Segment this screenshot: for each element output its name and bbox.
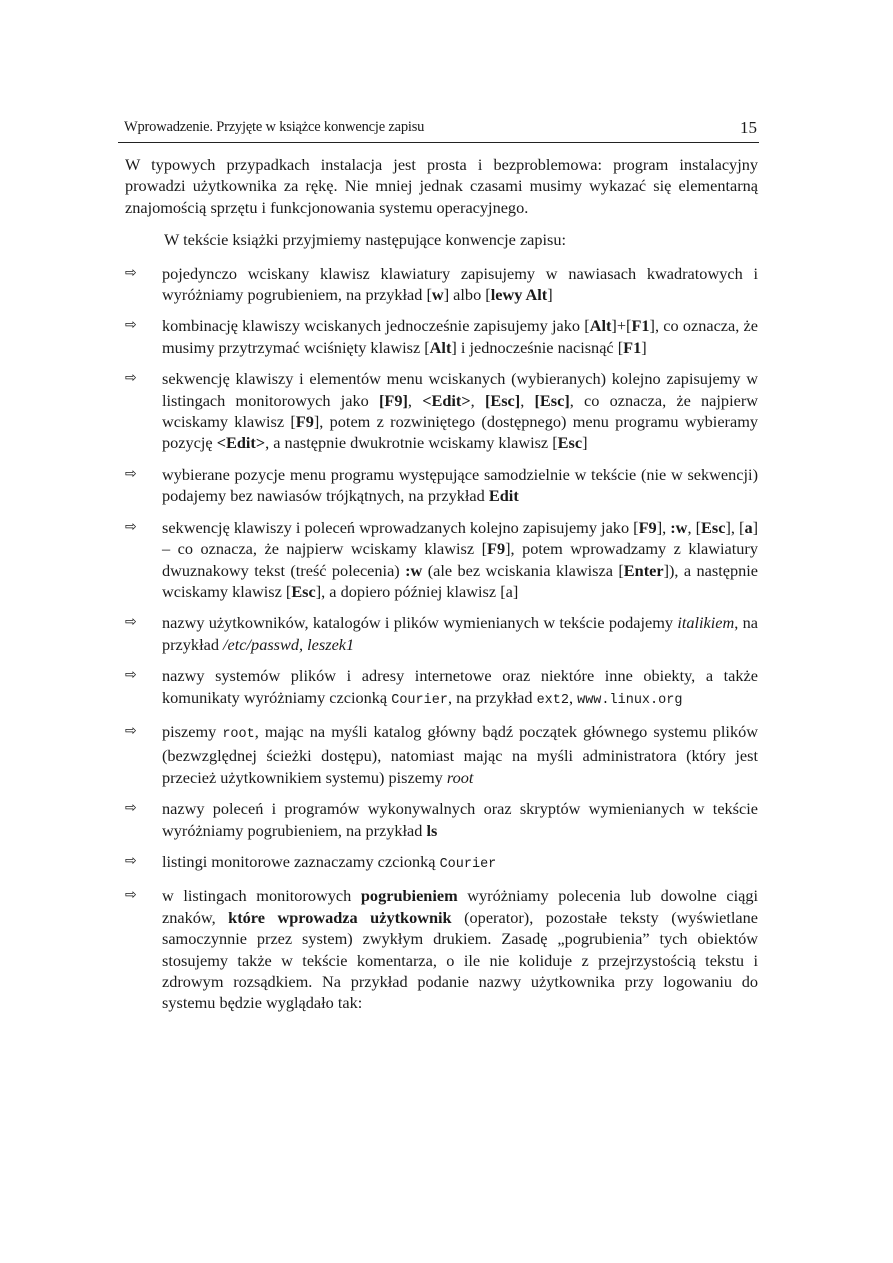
bold-text: Edit <box>488 486 519 506</box>
conventions-lead: W tekście książki przyjmiemy następujące konwencje zapisu: <box>164 230 567 250</box>
text-segment: nazwy poleceń i programów wykonywalnych oraz skryptów wymienianych w tekście wyróżniamy pogrubieniem, na przykład <box>162 799 758 840</box>
convention-item <box>125 464 758 507</box>
text-segment: ], <box>656 517 671 537</box>
text-segment: sekwencję klawiszy i elementów menu wciskanych (wybieranych) kolejno zapisujemy w listingach monitorowych jako <box>162 369 758 410</box>
bold-text: F9 <box>487 539 506 559</box>
text-segment: ]), a następnie wciskamy klawisz [ <box>162 560 759 601</box>
italic-text: italikiem <box>677 613 735 633</box>
text-segment: , na przykład <box>447 687 537 707</box>
text-segment: , <box>470 390 485 410</box>
page-body <box>125 154 758 1024</box>
convention-item <box>125 665 758 711</box>
text-segment: nazwy użytkowników, katalogów i plików wymienianych w tekście podajemy <box>162 613 678 633</box>
bold-text: Alt <box>429 337 452 357</box>
text-segment: , mając na myśli katalog główny bądź początek głównego systemu plików (bezwzględnej ścieżki dostępu), natomiast mając na myśli administratora (który jest przecież użytkownikiem systemu) piszemy <box>162 721 758 787</box>
monospace-text: Courier <box>391 692 448 708</box>
italic-text: root <box>446 767 474 787</box>
arrow-bullet-icon: ⇨ <box>125 887 137 904</box>
text-segment: ] – co oznacza, że najpierw wciskamy klawisz [ <box>162 517 759 559</box>
text-segment: , <box>520 390 535 410</box>
bold-text: w <box>431 285 444 305</box>
convention-item <box>125 721 758 788</box>
monospace-text: Courier <box>439 856 497 872</box>
text-segment: kombinację klawiszy wciskanych jednocześnie zapisujemy jako [ <box>162 316 590 336</box>
text-segment: sekwencję klawiszy i poleceń wprowadzanych kolejno zapisujemy jako [ <box>162 517 639 537</box>
bold-text: Esc <box>557 433 583 453</box>
page-number: 15 <box>740 118 757 137</box>
bold-text: a <box>744 517 753 537</box>
text-segment: wybierane pozycje menu programu występujące samodzielnie w tekście (nie w sekwencji) podajemy bez nawiasów trójkątnych, na przykład <box>162 464 758 506</box>
bold-text: [F9] <box>378 390 408 410</box>
arrow-bullet-icon: ⇨ <box>125 667 137 684</box>
text-segment: ], [ <box>725 517 745 537</box>
bold-text: pogrubieniem <box>360 886 458 906</box>
bold-text: Esc <box>701 517 726 537</box>
bold-text: [Esc] <box>534 390 570 410</box>
text-segment: ]+[ <box>611 316 632 336</box>
arrow-bullet-icon: ⇨ <box>125 852 137 869</box>
bold-text: <Edit> <box>422 390 471 410</box>
arrow-bullet-icon: ⇨ <box>125 518 137 535</box>
text-segment: w listingach monitorowych <box>162 886 361 906</box>
text-segment: wyróżniamy polecenia lub dowolne ciągi znaków, <box>162 886 759 927</box>
convention-item <box>125 612 758 655</box>
text-segment: , a następnie dwukrotnie wciskamy klawisz [ <box>265 433 558 453</box>
bold-text: <Edit> <box>216 433 266 453</box>
convention-item <box>125 851 758 875</box>
bold-text: [Esc] <box>484 390 521 410</box>
convention-item <box>125 263 758 306</box>
bold-text: Enter <box>623 560 664 580</box>
monospace-text: root <box>222 726 255 742</box>
text-segment: ] <box>547 285 553 305</box>
convention-item <box>125 885 758 1013</box>
text-segment: , na przykład <box>162 613 758 654</box>
intro-paragraph: W typowych przypadkach instalacja jest prosta i bezproblemowa: program instalacyjny prowadzi użytkownika za rękę. Nie mniej jednak czasami musimy wykazać się elementarną znajomością sprzętu i funkcjonowania systemu operacyjnego. <box>125 155 758 217</box>
bold-text: ls <box>426 820 438 840</box>
bold-text: lewy Alt <box>490 285 548 305</box>
text-segment: ], potem wprowadzamy z klawiatury dwuznakowy tekst (treść polecenia) <box>162 539 758 580</box>
text-segment: piszemy <box>162 721 223 741</box>
text-segment: ] i jednocześnie nacisnąć [ <box>451 337 624 357</box>
text-segment: listingi monitorowe zaznaczamy czcionką <box>162 851 440 871</box>
arrow-bullet-icon: ⇨ <box>125 722 137 739</box>
arrow-bullet-icon: ⇨ <box>125 800 137 817</box>
bold-text: :w <box>670 517 688 537</box>
convention-item <box>125 798 758 841</box>
text-segment: ], co oznacza, że musimy przytrzymać wciśnięty klawisz [ <box>162 316 758 357</box>
convention-item <box>125 315 758 358</box>
italic-text: /etc/passwd, leszek1 <box>223 634 355 654</box>
arrow-bullet-icon: ⇨ <box>125 317 137 334</box>
convention-item <box>125 368 758 454</box>
text-segment: ] <box>582 433 588 453</box>
text-segment: , <box>568 687 578 707</box>
text-segment: (ale bez wciskania klawisza [ <box>422 560 624 580</box>
conventions-list <box>125 263 758 1014</box>
monospace-text: ext2 <box>536 692 569 708</box>
bold-text: F9 <box>295 412 314 432</box>
text-segment: ] <box>641 337 647 357</box>
text-segment: , [ <box>687 517 702 537</box>
bold-text: które wprowadza użytkownik <box>228 907 452 927</box>
bold-text: Esc <box>291 581 316 601</box>
arrow-bullet-icon: ⇨ <box>125 465 137 482</box>
bold-text: :w <box>405 560 423 580</box>
bold-text: F1 <box>623 337 642 357</box>
arrow-bullet-icon: ⇨ <box>125 264 137 281</box>
text-segment: ], potem z rozwiniętego (dostępnego) menu programu wybieramy pozycję <box>162 412 759 453</box>
arrow-bullet-icon: ⇨ <box>125 370 137 387</box>
text-segment: (operator), pozostałe teksty (wyświetlane samoczynnie przez system) zwykłym drukiem. Zasadę „pogrubienia” tych obiektów stosujemy także w tekście komentarza, o ile nie koliduje z przejrzystością tekstu i zdrowym rozsądkiem. Na przykład podanie nazwy użytkownika przy logowaniu do systemu będzie wyglądało tak: <box>162 907 758 1013</box>
running-title: Wprowadzenie. Przyjęte w książce konwencje zapisu <box>124 119 425 135</box>
text-segment: ] albo [ <box>443 285 491 305</box>
convention-item <box>125 517 758 603</box>
monospace-text: www.linux.org <box>577 692 683 708</box>
text-segment: , <box>407 390 423 410</box>
bold-text: Alt <box>589 316 612 336</box>
bold-text: F1 <box>631 316 650 336</box>
text-segment: pojedynczo wciskany klawisz klawiatury zapisujemy w nawiasach kwadratowych i wyróżniamy pogrubieniem, na przykład [ <box>162 263 758 305</box>
running-header <box>118 116 759 143</box>
bold-text: F9 <box>638 517 657 537</box>
text-segment: ], a dopiero później klawisz [a] <box>315 581 519 601</box>
text-segment: , co oznacza, że najpierw wciskamy klawisz [ <box>162 390 758 432</box>
text-segment: nazwy systemów plików i adresy internetowe oraz niektóre inne obiekty, a także komunikaty wyróżniamy czcionką <box>162 666 758 707</box>
arrow-bullet-icon: ⇨ <box>125 614 137 631</box>
